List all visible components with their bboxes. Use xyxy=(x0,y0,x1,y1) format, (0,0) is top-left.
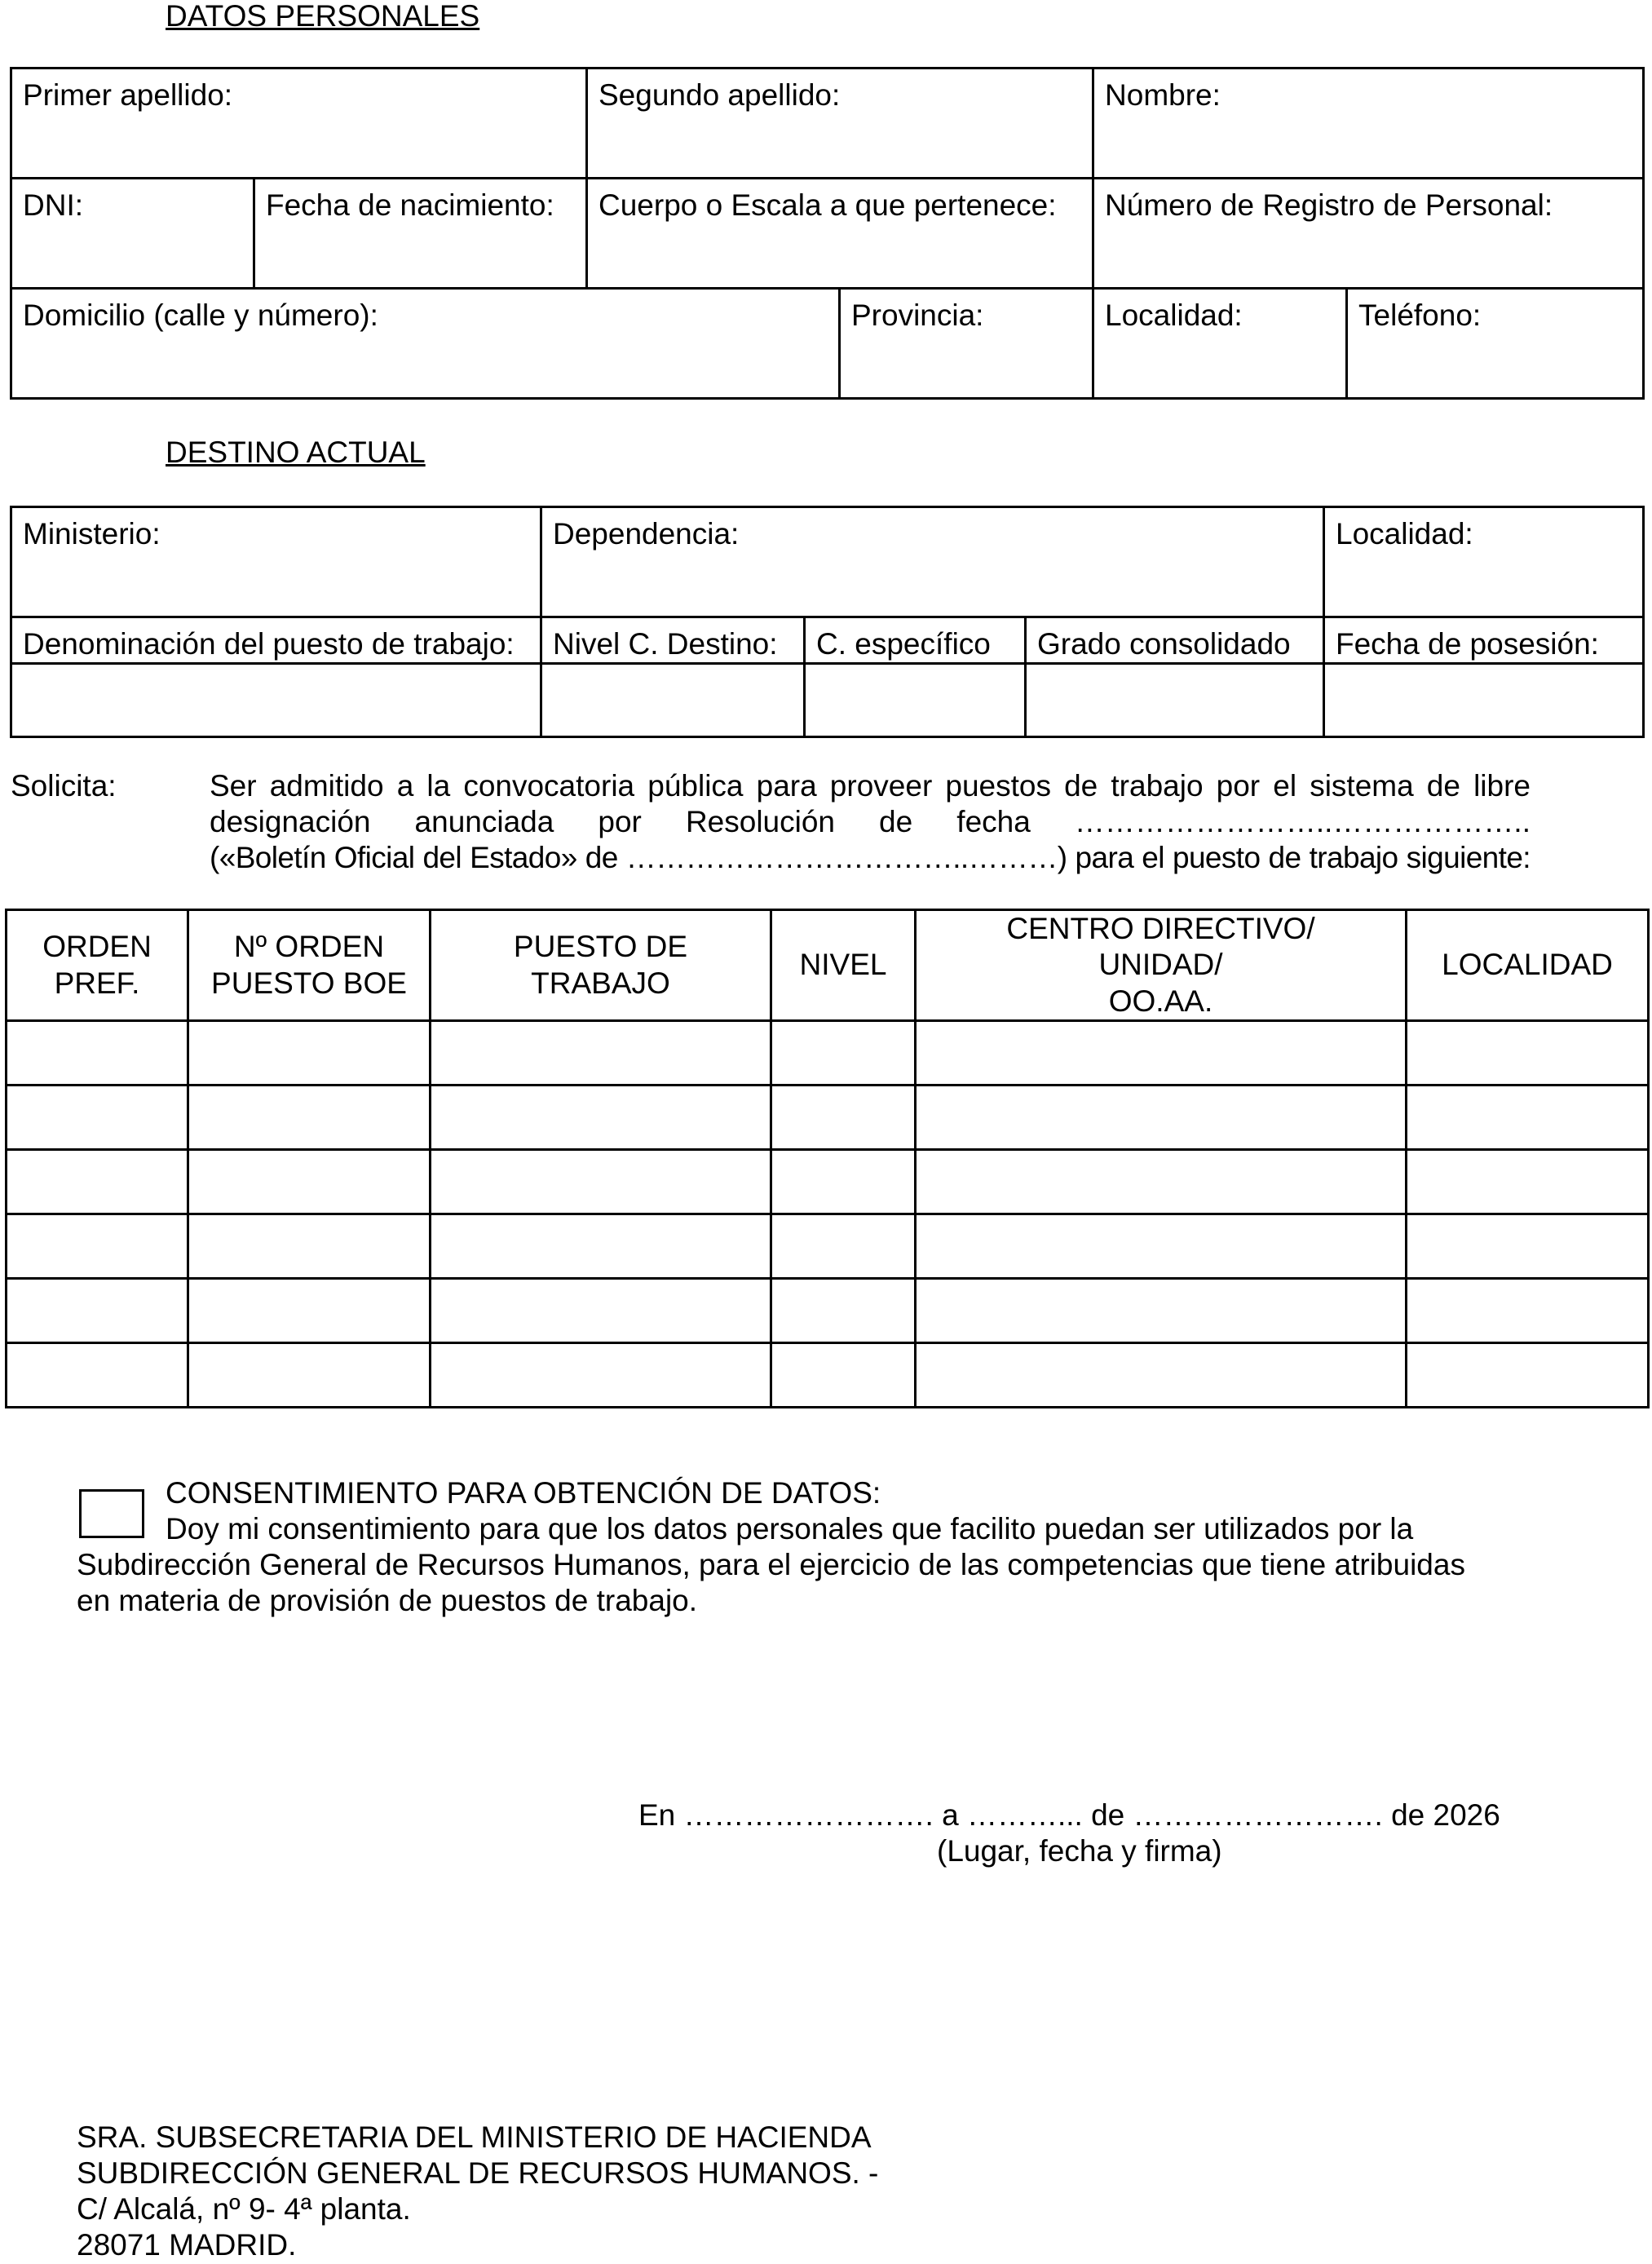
denominacion-input[interactable] xyxy=(11,664,541,737)
consent-title: CONSENTIMIENTO PARA OBTENCIÓN DE DATOS: xyxy=(166,1476,881,1510)
table-cell[interactable] xyxy=(916,1279,1407,1343)
solicita-label: Solicita: xyxy=(11,769,117,803)
header-centro-directivo xyxy=(916,910,1407,1021)
destino-localidad-field[interactable] xyxy=(1324,507,1644,617)
header-nivel xyxy=(771,910,916,1021)
header-orden-pref-line-2: PREF. xyxy=(54,966,140,1000)
table-cell[interactable] xyxy=(1407,1021,1649,1086)
nivel-destino-input[interactable] xyxy=(541,664,805,737)
dependencia-label: Dependencia: xyxy=(553,517,740,551)
table-cell[interactable] xyxy=(1407,1150,1649,1214)
fecha-posesion-label: Fecha de posesión: xyxy=(1336,627,1599,661)
table-row xyxy=(7,1343,1649,1408)
fecha-nacimiento-label: Fecha de nacimiento: xyxy=(266,188,554,222)
signature-place-date: En ……………………. a ………... de ……………………. de 2026 xyxy=(638,1798,1500,1832)
table-cell[interactable] xyxy=(431,1150,771,1214)
telefono-label: Teléfono: xyxy=(1358,298,1482,332)
solicita-line-3: («Boletín Oficial del Estado» de ……………………………..………) para el puesto de trabajo siguiente: xyxy=(210,841,1531,874)
fecha-posesion-header xyxy=(1324,617,1644,664)
table-cell[interactable] xyxy=(7,1086,188,1150)
table-cell[interactable] xyxy=(188,1214,431,1279)
table-cell[interactable] xyxy=(771,1214,916,1279)
header-centro-directivo-line-2: UNIDAD/ xyxy=(1098,948,1223,982)
consent-line-3: en materia de provisión de puestos de trabajo. xyxy=(77,1584,698,1617)
table-cell[interactable] xyxy=(431,1343,771,1408)
segundo-apellido-label: Segundo apellido: xyxy=(599,78,841,112)
header-no-orden xyxy=(188,910,431,1021)
header-nivel-line-1: NIVEL xyxy=(799,948,887,982)
table-cell[interactable] xyxy=(7,1021,188,1086)
table-cell[interactable] xyxy=(916,1086,1407,1150)
table-cell[interactable] xyxy=(771,1343,916,1408)
table-cell[interactable] xyxy=(771,1150,916,1214)
section-heading-destino-actual: DESTINO ACTUAL xyxy=(166,436,426,469)
table-cell[interactable] xyxy=(188,1086,431,1150)
table-cell[interactable] xyxy=(431,1086,771,1150)
nombre-field[interactable] xyxy=(1093,69,1644,179)
puestos-header-row xyxy=(7,910,1649,1021)
header-orden-pref xyxy=(7,910,188,1021)
table-cell[interactable] xyxy=(7,1343,188,1408)
table-row xyxy=(7,1279,1649,1343)
nombre-label: Nombre: xyxy=(1105,78,1221,112)
table-row xyxy=(7,1214,1649,1279)
table-cell[interactable] xyxy=(188,1021,431,1086)
consent-line-2: Subdirección General de Recursos Humanos, para el ejercicio de las competencias que tiene atribuidas xyxy=(77,1548,1465,1581)
primer-apellido-label: Primer apellido: xyxy=(23,78,233,112)
telefono-field[interactable] xyxy=(1347,289,1644,399)
c-especifico-label: C. específico xyxy=(816,627,991,661)
puestos-table xyxy=(5,909,1650,1408)
personal-data-table xyxy=(10,67,1645,400)
header-orden-pref-line-1: ORDEN xyxy=(42,930,152,964)
solicita-line-1: Ser admitido a la convocatoria pública para proveer puestos de trabajo por el sistema de libre xyxy=(210,769,1531,803)
provincia-label: Provincia: xyxy=(851,298,984,332)
primer-apellido-field[interactable] xyxy=(11,69,587,179)
domicilio-field[interactable] xyxy=(11,289,840,399)
table-cell[interactable] xyxy=(7,1279,188,1343)
section-heading-datos-personales: DATOS PERSONALES xyxy=(166,0,480,33)
table-row xyxy=(7,1021,1649,1086)
cuerpo-escala-label: Cuerpo o Escala a que pertenece: xyxy=(599,188,1057,222)
table-cell[interactable] xyxy=(916,1150,1407,1214)
header-puesto-trabajo-line-2: TRABAJO xyxy=(531,966,670,1000)
table-row xyxy=(7,1086,1649,1150)
fecha-posesion-input[interactable] xyxy=(1324,664,1644,737)
grado-input[interactable] xyxy=(1026,664,1324,737)
table-cell[interactable] xyxy=(188,1343,431,1408)
c-especifico-header xyxy=(805,617,1026,664)
ministerio-label: Ministerio: xyxy=(23,517,161,551)
grado-header xyxy=(1026,617,1324,664)
table-cell[interactable] xyxy=(7,1150,188,1214)
table-cell[interactable] xyxy=(431,1214,771,1279)
table-cell[interactable] xyxy=(771,1086,916,1150)
numero-registro-label: Número de Registro de Personal: xyxy=(1105,188,1553,222)
nivel-destino-label: Nivel C. Destino: xyxy=(553,627,778,661)
header-puesto-trabajo xyxy=(431,910,771,1021)
destino-table xyxy=(10,506,1645,738)
denominacion-label: Denominación del puesto de trabajo: xyxy=(23,627,515,661)
table-cell[interactable] xyxy=(7,1214,188,1279)
address-line-3: C/ Alcalá, nº 9- 4ª planta. xyxy=(77,2192,411,2226)
fecha-nacimiento-field[interactable] xyxy=(254,179,587,289)
header-no-orden-line-2: PUESTO BOE xyxy=(211,966,407,1000)
table-cell[interactable] xyxy=(1407,1279,1649,1343)
solicita-text xyxy=(210,768,1531,876)
table-cell[interactable] xyxy=(1407,1086,1649,1150)
consent-checkbox[interactable] xyxy=(79,1489,144,1538)
denominacion-header xyxy=(11,617,541,664)
header-localidad-line-1: LOCALIDAD xyxy=(1442,948,1613,982)
table-cell[interactable] xyxy=(1407,1214,1649,1279)
segundo-apellido-field[interactable] xyxy=(587,69,1093,179)
grado-label: Grado consolidado xyxy=(1037,627,1291,661)
ministerio-field[interactable] xyxy=(11,507,541,617)
table-cell[interactable] xyxy=(431,1021,771,1086)
table-cell[interactable] xyxy=(188,1279,431,1343)
address-line-1: SRA. SUBSECRETARIA DEL MINISTERIO DE HACIENDA xyxy=(77,2120,872,2154)
table-cell[interactable] xyxy=(771,1279,916,1343)
localidad-field[interactable] xyxy=(1093,289,1347,399)
table-row xyxy=(7,1150,1649,1214)
signature-caption: (Lugar, fecha y firma) xyxy=(937,1834,1222,1868)
header-no-orden-line-1: Nº ORDEN xyxy=(233,930,385,964)
address-line-4: 28071 MADRID. xyxy=(77,2228,297,2262)
table-cell[interactable] xyxy=(916,1214,1407,1279)
table-cell[interactable] xyxy=(1407,1343,1649,1408)
table-cell[interactable] xyxy=(916,1021,1407,1086)
header-puesto-trabajo-line-1: PUESTO DE xyxy=(513,930,688,964)
header-centro-directivo-line-1: CENTRO DIRECTIVO/ xyxy=(1006,912,1315,945)
address-block xyxy=(77,2120,878,2263)
header-localidad xyxy=(1407,910,1649,1021)
dni-label: DNI: xyxy=(23,188,83,222)
table-cell[interactable] xyxy=(771,1021,916,1086)
dependencia-field[interactable] xyxy=(541,507,1324,617)
cuerpo-escala-field[interactable] xyxy=(587,179,1093,289)
c-especifico-input[interactable] xyxy=(805,664,1026,737)
destino-localidad-label: Localidad: xyxy=(1336,517,1473,551)
address-line-2: SUBDIRECCIÓN GENERAL DE RECURSOS HUMANOS. - xyxy=(77,2156,879,2190)
table-cell[interactable] xyxy=(188,1150,431,1214)
provincia-field[interactable] xyxy=(840,289,1093,399)
localidad-label: Localidad: xyxy=(1105,298,1243,332)
table-cell[interactable] xyxy=(916,1343,1407,1408)
consent-line-1: Doy mi consentimiento para que los datos personales que facilito puedan ser utilizados por la xyxy=(166,1512,1414,1545)
domicilio-label: Domicilio (calle y número): xyxy=(23,298,378,332)
numero-registro-field[interactable] xyxy=(1093,179,1644,289)
dni-field[interactable] xyxy=(11,179,254,289)
nivel-destino-header xyxy=(541,617,805,664)
table-cell[interactable] xyxy=(431,1279,771,1343)
header-centro-directivo-line-3: OO.AA. xyxy=(1108,984,1213,1018)
solicita-line-2: designación anunciada por Resolución de fecha ……………………..……………….. xyxy=(210,805,1531,838)
